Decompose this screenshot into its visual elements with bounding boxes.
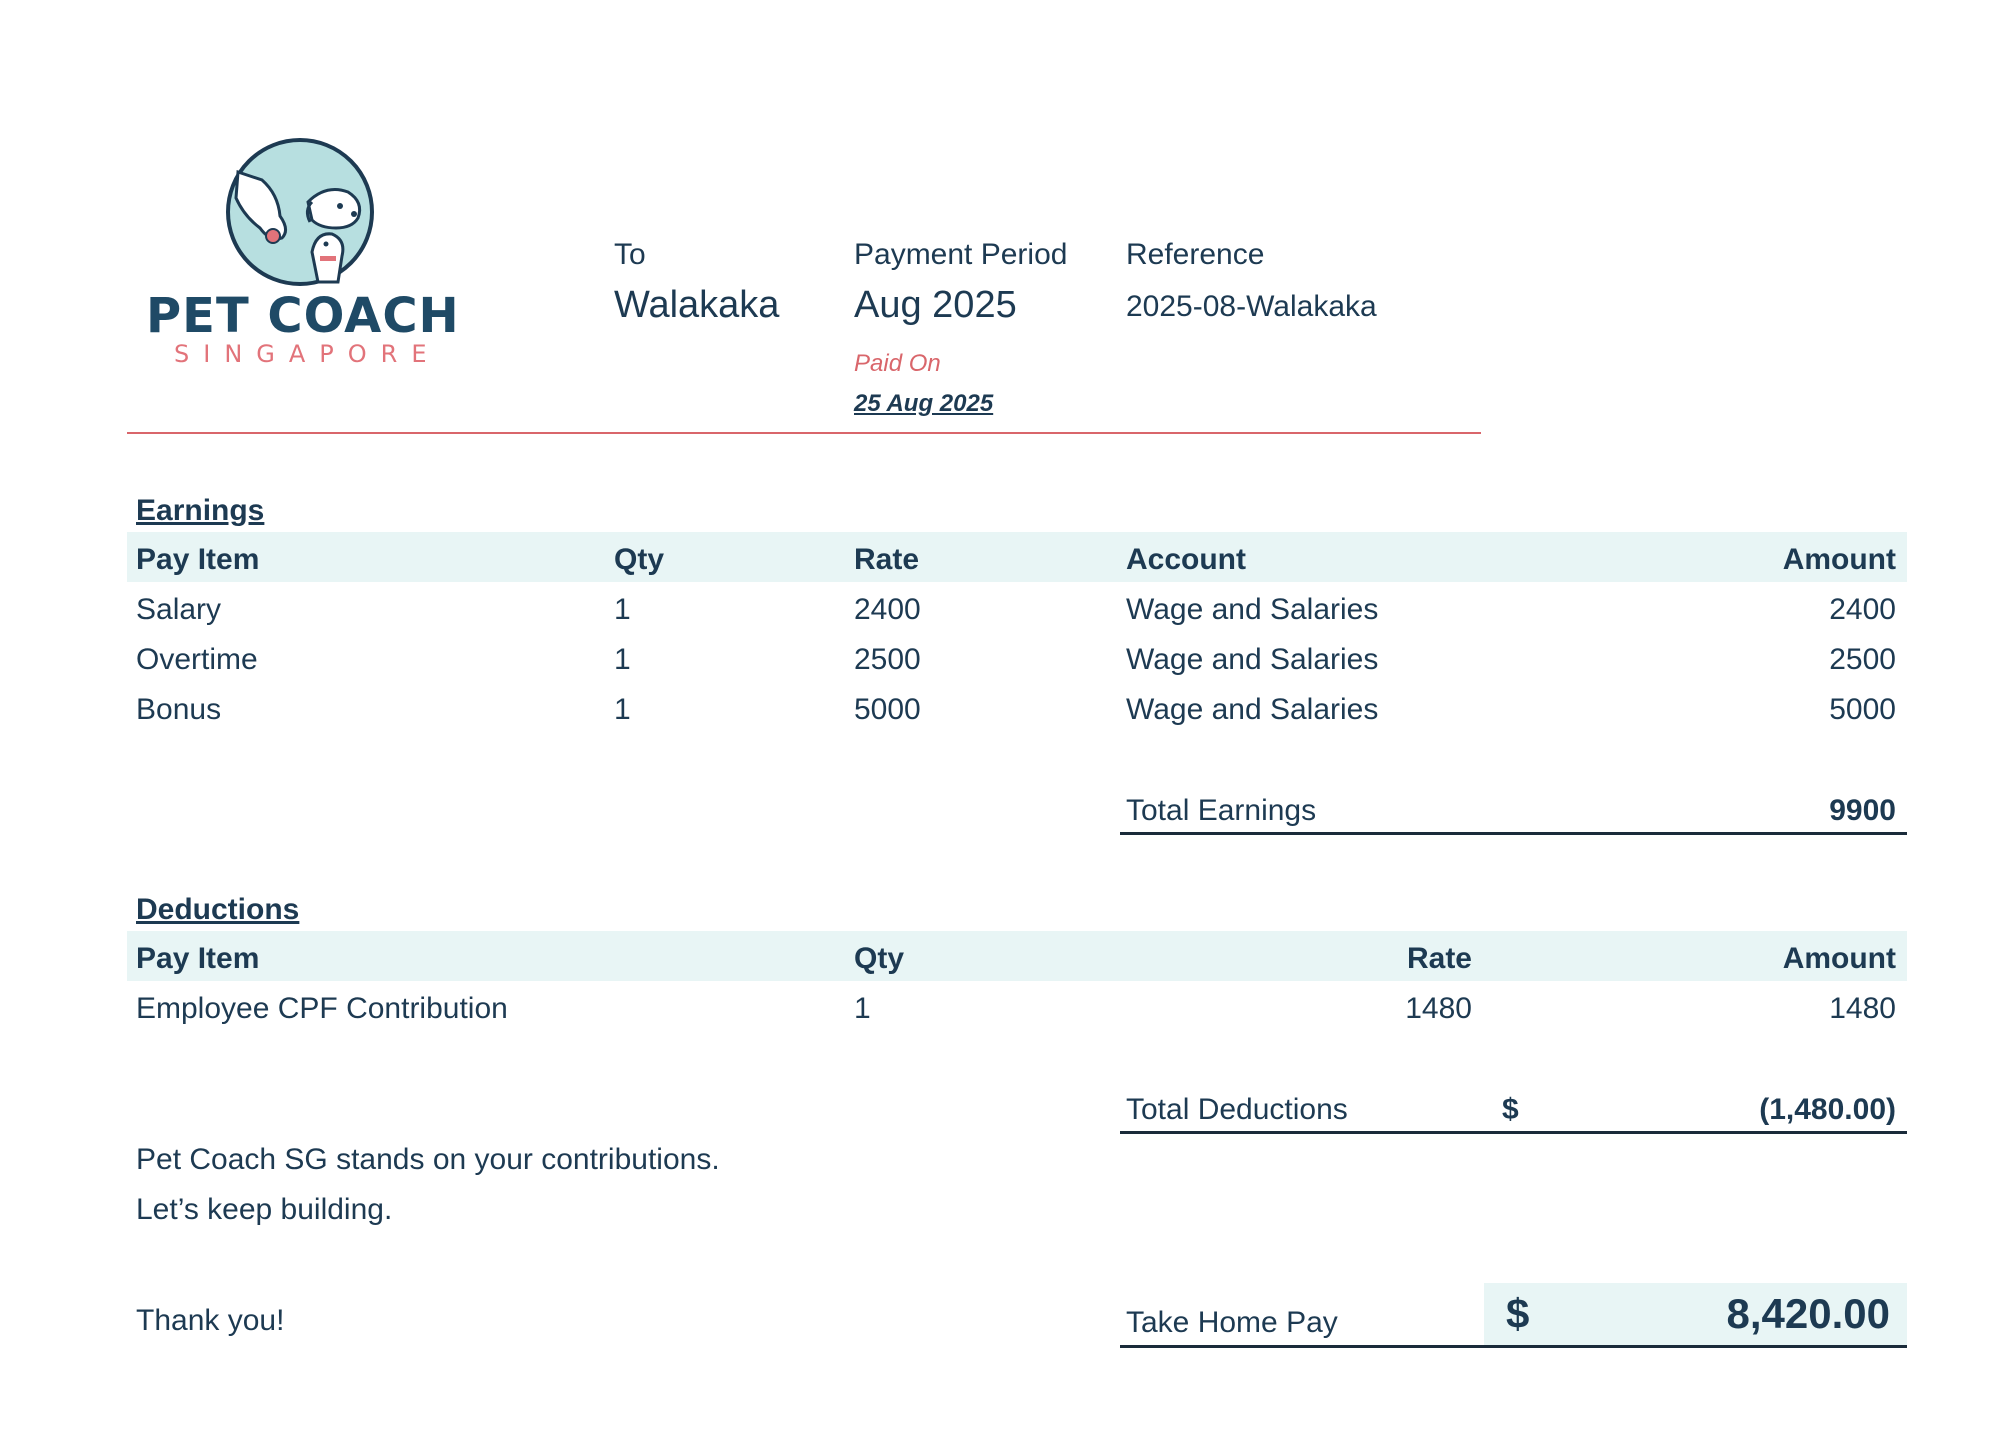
- total-deductions-label: Total Deductions: [1126, 1093, 1348, 1126]
- to-value: Walakaka: [614, 284, 780, 326]
- earnings-col-pay-item: Pay Item: [136, 543, 260, 576]
- total-deductions-rule: [1120, 1131, 1907, 1134]
- company-logo: [140, 132, 470, 372]
- paid-on-label: Paid On: [854, 350, 941, 377]
- earnings-cell-qty: 1: [614, 593, 631, 626]
- earnings-col-account: Account: [1126, 543, 1246, 576]
- deductions-cell-qty: 1: [854, 992, 871, 1025]
- take-home-currency: $: [1506, 1290, 1530, 1337]
- payment-period-label: Payment Period: [854, 238, 1068, 271]
- message-line-2: Let’s keep building.: [136, 1193, 393, 1226]
- earnings-cell-rate: 2400: [854, 593, 921, 626]
- total-deductions-value: (1,480.00): [1759, 1093, 1896, 1126]
- deductions-header-band: [127, 931, 1907, 981]
- brand-subtitle: SINGAPORE: [174, 340, 441, 368]
- to-label: To: [614, 238, 646, 271]
- earnings-col-rate: Rate: [854, 543, 920, 576]
- deductions-title: Deductions: [136, 893, 300, 926]
- reference-value: 2025-08-Walakaka: [1126, 290, 1377, 323]
- earnings-cell-amount: 2500: [1829, 643, 1896, 676]
- earnings-cell-amount: 5000: [1829, 693, 1896, 726]
- earnings-cell-item: Overtime: [136, 643, 258, 676]
- deductions-cell-amount: 1480: [1829, 992, 1896, 1025]
- earnings-cell-item: Bonus: [136, 693, 222, 726]
- earnings-cell-account: Wage and Salaries: [1126, 693, 1379, 726]
- take-home-rule: [1120, 1345, 1907, 1348]
- earnings-cell-amount: 2400: [1829, 593, 1896, 626]
- deductions-col-amount: Amount: [1782, 942, 1896, 975]
- thank-you-text: Thank you!: [136, 1304, 285, 1337]
- earnings-header-band: [127, 532, 1907, 582]
- deductions-col-qty: Qty: [854, 942, 905, 975]
- message-line-1: Pet Coach SG stands on your contributions.: [136, 1143, 720, 1176]
- earnings-cell-account: Wage and Salaries: [1126, 643, 1379, 676]
- pet-coach-emblem-icon: [140, 132, 470, 292]
- deductions-col-pay-item: Pay Item: [136, 942, 260, 975]
- paid-on-value: 25 Aug 2025: [854, 390, 994, 417]
- earnings-cell-rate: 2500: [854, 643, 921, 676]
- brand-name: PET COACH: [146, 288, 460, 344]
- total-earnings-rule: [1120, 832, 1907, 835]
- earnings-cell-account: Wage and Salaries: [1126, 593, 1379, 626]
- deductions-col-rate: Rate: [1406, 942, 1472, 975]
- earnings-cell-qty: 1: [614, 643, 631, 676]
- earnings-cell-qty: 1: [614, 693, 631, 726]
- deductions-cell-rate: 1480: [1405, 992, 1472, 1025]
- earnings-title: Earnings: [136, 494, 265, 527]
- total-earnings-value: 9900: [1829, 794, 1896, 827]
- total-deductions-currency: $: [1502, 1093, 1519, 1126]
- earnings-cell-rate: 5000: [854, 693, 921, 726]
- total-earnings-label: Total Earnings: [1126, 794, 1317, 827]
- take-home-value: 8,420.00: [1726, 1290, 1890, 1337]
- earnings-col-qty: Qty: [614, 543, 665, 576]
- take-home-label: Take Home Pay: [1126, 1306, 1338, 1339]
- header-divider: [127, 432, 1481, 434]
- earnings-col-amount: Amount: [1782, 543, 1896, 576]
- earnings-cell-item: Salary: [136, 593, 222, 626]
- reference-label: Reference: [1126, 238, 1265, 271]
- payment-period-value: Aug 2025: [854, 284, 1017, 326]
- deductions-cell-item: Employee CPF Contribution: [136, 992, 508, 1025]
